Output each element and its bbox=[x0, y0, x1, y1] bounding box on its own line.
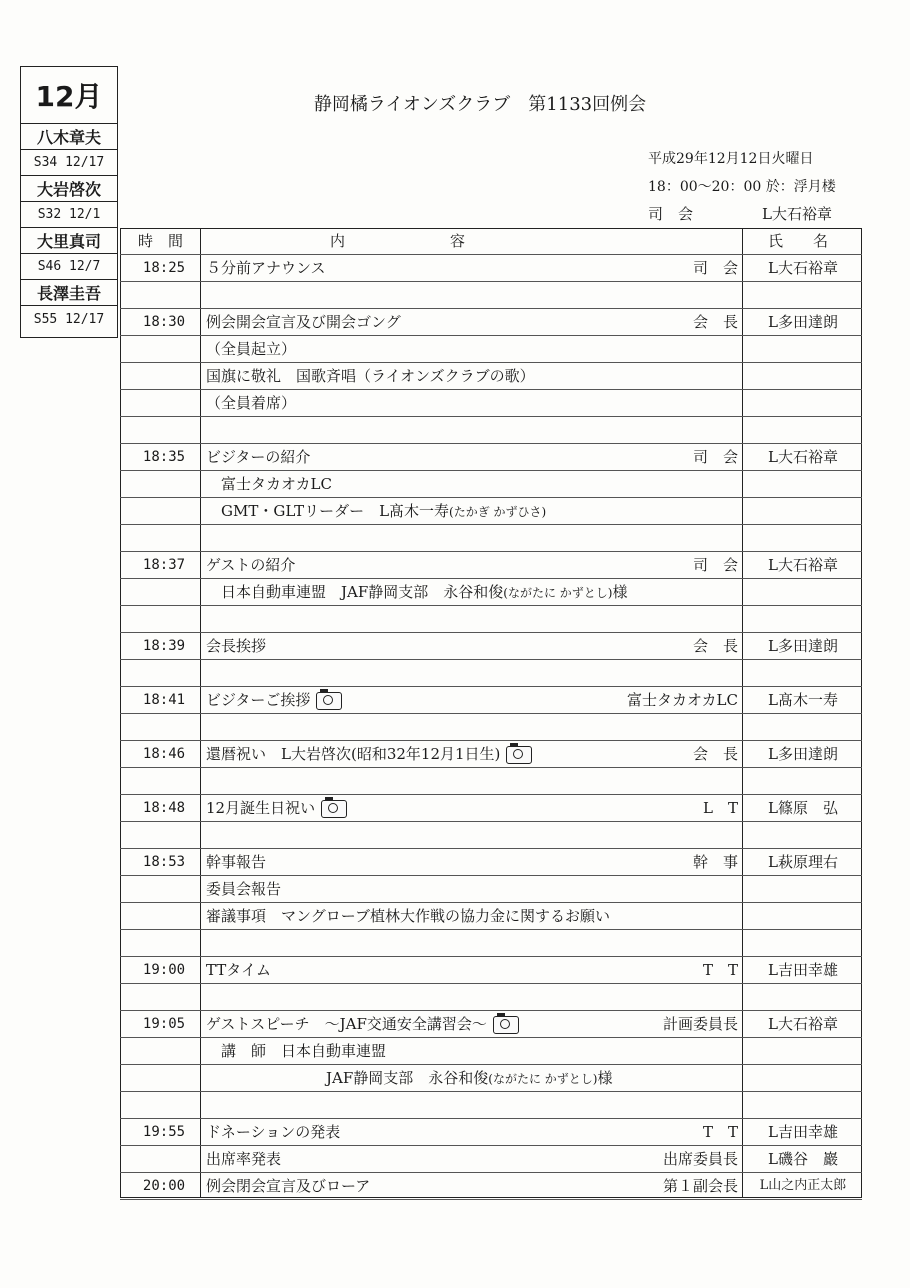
mc-name: L大石裕章 bbox=[762, 205, 832, 223]
row-time: 19:05 bbox=[142, 1016, 186, 1032]
row-role: 富士タカオカLC bbox=[627, 691, 738, 709]
row-content-text: TTタイム bbox=[206, 961, 271, 979]
row-content bbox=[206, 501, 546, 522]
row-content bbox=[206, 1176, 370, 1196]
row-divider bbox=[120, 335, 862, 336]
row-content bbox=[206, 636, 266, 656]
row-divider bbox=[120, 281, 862, 282]
row-content bbox=[206, 258, 326, 278]
row-divider bbox=[120, 983, 862, 984]
row-content bbox=[206, 366, 535, 386]
row-content-text: 日本自動車連盟 JAF静岡支部 永谷和俊 bbox=[206, 583, 504, 601]
row-content-reading: (ながたに かずとし) bbox=[488, 1072, 598, 1086]
row-divider bbox=[120, 875, 862, 876]
birthday-member-name: 大里真司 bbox=[20, 228, 118, 254]
camera-icon bbox=[316, 692, 342, 710]
row-role: 司 会 bbox=[692, 448, 738, 466]
row-content-text: 例会開会宣言及び開会ゴング bbox=[206, 313, 401, 331]
row-time: 19:55 bbox=[142, 1124, 186, 1140]
birthday-member-name: 八木章夫 bbox=[20, 124, 118, 150]
row-divider bbox=[120, 1010, 862, 1011]
row-role: 会 長 bbox=[692, 745, 738, 763]
row-content bbox=[206, 879, 281, 899]
row-content bbox=[206, 852, 266, 872]
column-header-name: 氏 名 bbox=[768, 232, 829, 250]
row-name: L髙木一寿 bbox=[768, 691, 838, 709]
row-content-reading: (ながたに かずとし) bbox=[503, 586, 613, 600]
row-content-text: ドネーションの発表 bbox=[206, 1123, 341, 1141]
row-content bbox=[206, 1122, 340, 1142]
row-content-text: 会長挨拶 bbox=[206, 637, 267, 655]
row-role: 幹 事 bbox=[692, 853, 738, 871]
row-content-text: 例会閉会宣言及びローア bbox=[206, 1177, 371, 1195]
row-role: 会 長 bbox=[692, 313, 738, 331]
row-divider bbox=[120, 929, 862, 930]
birthday-month: 12月 bbox=[20, 66, 118, 124]
row-name: L磯谷 巖 bbox=[768, 1150, 838, 1168]
row-divider bbox=[120, 416, 862, 417]
row-name: L篠原 弘 bbox=[768, 799, 838, 817]
row-divider bbox=[120, 956, 862, 957]
row-time: 18:48 bbox=[142, 800, 186, 816]
row-content-text: （全員起立） bbox=[206, 340, 297, 358]
row-content-text: GMT・GLTリーダー L髙木一寿 bbox=[206, 502, 450, 520]
birthday-member-date: S46 12/7 bbox=[20, 254, 118, 280]
row-divider bbox=[120, 524, 862, 525]
row-content-honorific: 様 bbox=[612, 583, 628, 601]
meeting-time-place: 18：00～20：00 於：浮月楼 bbox=[648, 179, 836, 195]
row-content-text: 富士タカオカLC bbox=[206, 475, 332, 493]
row-content bbox=[206, 1014, 519, 1034]
row-divider bbox=[120, 1145, 862, 1146]
row-divider bbox=[120, 254, 862, 255]
row-time: 18:46 bbox=[142, 746, 186, 762]
row-divider bbox=[120, 308, 862, 309]
row-role: 出席委員長 bbox=[662, 1150, 738, 1168]
camera-icon bbox=[321, 800, 347, 818]
row-name: L吉田幸雄 bbox=[768, 1123, 838, 1141]
row-role: 第１副会長 bbox=[662, 1177, 738, 1195]
row-role: T T bbox=[702, 961, 738, 979]
birthday-member-date: S34 12/17 bbox=[20, 150, 118, 176]
row-content bbox=[206, 447, 310, 467]
row-content bbox=[206, 474, 332, 494]
row-divider bbox=[120, 848, 862, 849]
row-content bbox=[206, 312, 401, 332]
row-content bbox=[206, 393, 296, 413]
row-content-text: 審議事項 マングローブ植林大作戦の協力金に関するお願い bbox=[206, 907, 610, 925]
row-time: 18:30 bbox=[142, 314, 186, 330]
row-divider bbox=[120, 578, 862, 579]
page-title: 静岡橘ライオンズクラブ 第1133回例会 bbox=[313, 94, 647, 115]
row-name: L多田達朗 bbox=[768, 637, 838, 655]
row-divider bbox=[120, 821, 862, 822]
birthday-member-date: S32 12/1 bbox=[20, 202, 118, 228]
row-content-honorific: 様 bbox=[597, 1069, 613, 1087]
column-header-content: 内 容 bbox=[330, 232, 466, 250]
row-content-text: 委員会報告 bbox=[206, 880, 282, 898]
row-content-text: ５分前アナウンス bbox=[206, 259, 326, 277]
row-divider bbox=[120, 1091, 862, 1092]
row-name: L多田達朗 bbox=[768, 313, 838, 331]
row-divider bbox=[120, 470, 862, 471]
camera-icon bbox=[493, 1016, 519, 1034]
meeting-date: 平成29年12月12日火曜日 bbox=[648, 151, 814, 167]
row-role: L T bbox=[703, 799, 738, 817]
row-divider bbox=[120, 551, 862, 552]
row-divider bbox=[120, 497, 862, 498]
row-content-text: ゲストの紹介 bbox=[206, 556, 296, 574]
mc-label: 司 会 bbox=[648, 205, 694, 223]
row-content-text: （全員着席） bbox=[206, 394, 297, 412]
row-content-text: ビジターの紹介 bbox=[206, 448, 311, 466]
row-name: L山之内正太郎 bbox=[759, 1178, 847, 1193]
row-content-text: 幹事報告 bbox=[206, 853, 267, 871]
row-divider bbox=[120, 713, 862, 714]
row-divider bbox=[120, 1064, 862, 1065]
row-divider bbox=[120, 1172, 862, 1173]
row-divider bbox=[120, 443, 862, 444]
row-divider bbox=[120, 794, 862, 795]
row-role: 司 会 bbox=[692, 259, 738, 277]
birthday-member-name: 長澤圭吾 bbox=[20, 280, 118, 306]
row-content bbox=[206, 906, 610, 926]
row-role: 計画委員長 bbox=[662, 1015, 738, 1033]
row-time: 18:53 bbox=[142, 854, 186, 870]
row-content-text: 国旗に敬礼 国歌斉唱（ライオンズクラブの歌） bbox=[206, 367, 535, 385]
row-name: L大石裕章 bbox=[768, 259, 838, 277]
row-content bbox=[206, 798, 347, 818]
camera-icon bbox=[506, 746, 532, 764]
row-content bbox=[206, 744, 532, 764]
row-content bbox=[206, 690, 342, 710]
row-content-text: 出席率発表 bbox=[206, 1150, 282, 1168]
row-time: 18:39 bbox=[142, 638, 186, 654]
row-divider bbox=[120, 362, 862, 363]
row-divider bbox=[120, 605, 862, 606]
row-content bbox=[206, 582, 627, 603]
row-content bbox=[206, 1041, 386, 1061]
row-time: 20:00 bbox=[142, 1178, 186, 1194]
row-name: L萩原理右 bbox=[768, 853, 838, 871]
row-divider bbox=[120, 1199, 862, 1200]
row-name: L吉田幸雄 bbox=[768, 961, 838, 979]
row-name: L多田達朗 bbox=[768, 745, 838, 763]
row-content-reading: (たかぎ かずひさ) bbox=[449, 505, 547, 519]
row-divider bbox=[120, 1037, 862, 1038]
row-name: L大石裕章 bbox=[768, 1015, 838, 1033]
row-content bbox=[206, 1068, 612, 1089]
row-name: L大石裕章 bbox=[768, 556, 838, 574]
row-time: 19:00 bbox=[142, 962, 186, 978]
row-divider bbox=[120, 1118, 862, 1119]
row-time: 18:25 bbox=[142, 260, 186, 276]
row-content-text: JAF静岡支部 永谷和俊 bbox=[206, 1069, 489, 1087]
row-content-text: ビジターご挨拶 bbox=[206, 691, 311, 709]
row-content bbox=[206, 555, 295, 575]
row-content-text: 12月誕生日祝い bbox=[206, 799, 316, 817]
row-role: 司 会 bbox=[692, 556, 738, 574]
birthday-member-date: S55 12/17 bbox=[33, 311, 105, 327]
row-divider bbox=[120, 659, 862, 660]
row-content-text: 還暦祝い L大岩啓次(昭和32年12月1日生) bbox=[206, 745, 501, 763]
row-time: 18:35 bbox=[142, 449, 186, 465]
row-divider bbox=[120, 632, 862, 633]
row-time: 18:41 bbox=[142, 692, 186, 708]
row-role: 会 長 bbox=[692, 637, 738, 655]
row-content bbox=[206, 960, 271, 980]
row-divider bbox=[120, 686, 862, 687]
row-content bbox=[206, 1149, 281, 1169]
row-divider bbox=[120, 740, 862, 741]
row-divider bbox=[120, 389, 862, 390]
row-content-text: ゲストスピーチ ～JAF交通安全講習会～ bbox=[206, 1015, 487, 1033]
row-role: T T bbox=[702, 1123, 738, 1141]
row-time: 18:37 bbox=[142, 557, 186, 573]
row-divider bbox=[120, 767, 862, 768]
column-header-time: 時 間 bbox=[138, 232, 184, 250]
row-content bbox=[206, 339, 296, 359]
row-divider bbox=[120, 902, 862, 903]
row-content-text: 講 師 日本自動車連盟 bbox=[206, 1042, 387, 1060]
row-name: L大石裕章 bbox=[768, 448, 838, 466]
birthday-member-name: 大岩啓次 bbox=[20, 176, 118, 202]
